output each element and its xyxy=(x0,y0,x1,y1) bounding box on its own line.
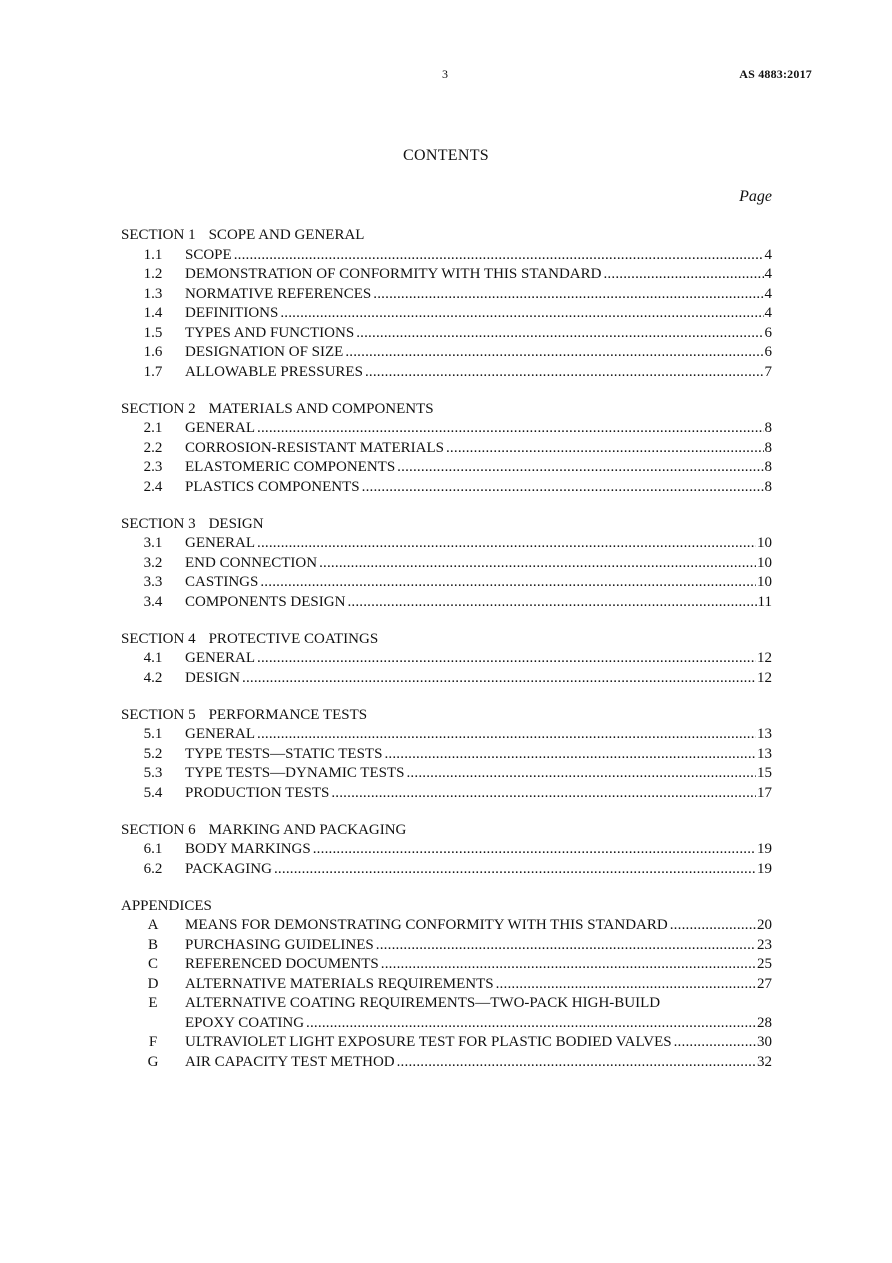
dot-leader xyxy=(306,1014,756,1034)
entry-number: 2.2 xyxy=(143,439,163,456)
entry-title: PURCHASING GUIDELINES xyxy=(185,936,374,953)
entry-page: 4 xyxy=(764,266,772,282)
table-of-contents xyxy=(121,226,772,1090)
dot-leader xyxy=(331,784,756,804)
entry-title: COMPONENTS DESIGN xyxy=(185,593,346,610)
section-title: SCOPE AND GENERAL xyxy=(208,227,365,243)
entry-number: 5.1 xyxy=(143,726,163,742)
toc-section xyxy=(121,821,772,880)
toc-section xyxy=(121,400,772,498)
entry-title: ALTERNATIVE COATING REQUIREMENTS—TWO-PACK HIGH-BUILD xyxy=(185,995,661,1011)
section-heading[interactable] xyxy=(121,706,772,726)
entry-title: DESIGNATION OF SIZE xyxy=(185,344,344,360)
entry-page: 19 xyxy=(757,841,772,857)
entry-page: 27 xyxy=(757,975,772,992)
toc-section xyxy=(121,706,772,804)
section-title: DESIGN xyxy=(208,515,264,532)
entry-page: 7 xyxy=(764,363,772,380)
toc-entry[interactable] xyxy=(121,534,772,554)
toc-entry[interactable] xyxy=(121,936,772,956)
entry-number: 5.4 xyxy=(143,784,163,801)
entry-number: G xyxy=(147,1053,159,1070)
entry-number: 6.1 xyxy=(143,841,163,857)
toc-entry[interactable] xyxy=(121,784,772,804)
entry-number: 1.3 xyxy=(143,285,163,302)
dot-leader xyxy=(406,764,756,784)
section-number: SECTION 2 xyxy=(121,400,196,417)
toc-entry[interactable] xyxy=(121,458,772,478)
toc-section xyxy=(121,226,772,382)
entry-number: 1.7 xyxy=(143,363,163,380)
section-title: APPENDICES xyxy=(121,897,212,914)
dot-leader xyxy=(674,1033,756,1053)
dot-leader xyxy=(319,554,756,574)
toc-entry[interactable] xyxy=(121,860,772,880)
toc-entry[interactable] xyxy=(121,554,772,574)
section-number: SECTION 6 xyxy=(121,821,196,838)
toc-entry[interactable] xyxy=(121,669,772,689)
entry-page: 4 xyxy=(764,246,772,263)
dot-leader xyxy=(274,860,756,880)
toc-entry[interactable] xyxy=(121,1033,772,1053)
entry-number: D xyxy=(147,975,159,992)
entry-number: B xyxy=(147,936,158,953)
toc-entry[interactable] xyxy=(121,439,772,459)
entry-title: TYPE TESTS—DYNAMIC TESTS xyxy=(185,765,405,781)
entry-number: 2.1 xyxy=(143,420,163,436)
entry-title: TYPE TESTS—STATIC TESTS xyxy=(185,745,383,762)
entry-title: PRODUCTION TESTS xyxy=(185,784,330,801)
entry-number: 1.2 xyxy=(143,266,163,282)
toc-entry[interactable] xyxy=(121,955,772,975)
entry-number: 4.2 xyxy=(143,669,163,686)
dot-leader xyxy=(397,458,763,478)
entry-number: 3.3 xyxy=(143,574,163,590)
entry-title: BODY MARKINGS xyxy=(185,841,311,857)
entry-number: 1.6 xyxy=(143,344,163,360)
entry-page: 6 xyxy=(764,344,772,360)
entry-page: 10 xyxy=(757,554,772,571)
section-number: SECTION 3 xyxy=(121,515,196,532)
section-number: SECTION 1 xyxy=(121,227,196,243)
entry-title: REFERENCED DOCUMENTS xyxy=(185,956,379,972)
section-title: MARKING AND PACKAGING xyxy=(208,821,407,838)
entry-page: 17 xyxy=(757,784,772,801)
entry-title: DEMONSTRATION OF CONFORMITY WITH THIS STANDARD xyxy=(185,266,602,282)
entry-title: TYPES AND FUNCTIONS xyxy=(185,324,355,341)
dot-leader xyxy=(257,725,756,745)
dot-leader xyxy=(260,573,756,593)
toc-entry[interactable] xyxy=(121,419,772,439)
toc-entry[interactable] xyxy=(121,363,772,383)
page-number: 3 xyxy=(442,67,448,81)
toc-entry[interactable] xyxy=(121,478,772,498)
entry-title: AIR CAPACITY TEST METHOD xyxy=(185,1053,395,1070)
dot-leader xyxy=(257,419,764,439)
entry-title: PACKAGING xyxy=(185,860,272,877)
entry-number: 5.2 xyxy=(143,745,163,762)
entry-title: ALTERNATIVE MATERIALS REQUIREMENTS xyxy=(185,975,494,992)
dot-leader xyxy=(496,975,756,995)
entry-page: 12 xyxy=(757,669,772,686)
toc-entry[interactable] xyxy=(121,573,772,593)
toc-section xyxy=(121,515,772,613)
entry-page: 11 xyxy=(757,593,772,610)
entry-title: NORMATIVE REFERENCES xyxy=(185,285,372,302)
entry-page: 10 xyxy=(757,535,772,551)
entry-title: DEFINITIONS xyxy=(185,305,279,321)
entry-page: 25 xyxy=(757,956,772,972)
dot-leader xyxy=(373,285,763,305)
entry-page: 13 xyxy=(757,745,772,762)
entry-number: 5.3 xyxy=(143,765,163,781)
toc-entry[interactable] xyxy=(121,764,772,784)
entry-title: GENERAL xyxy=(185,726,255,742)
entry-page: 12 xyxy=(757,650,772,666)
entry-title: CORROSION-RESISTANT MATERIALS xyxy=(185,439,444,456)
entry-number: 3.4 xyxy=(143,593,163,610)
entry-title: ULTRAVIOLET LIGHT EXPOSURE TEST FOR PLASTIC BODIED VALVES xyxy=(185,1034,672,1050)
section-heading[interactable] xyxy=(121,400,772,420)
section-heading[interactable] xyxy=(121,515,772,535)
entry-page: 8 xyxy=(764,478,772,495)
section-number: SECTION 5 xyxy=(121,706,196,723)
toc-section xyxy=(121,897,772,1073)
toc-section xyxy=(121,630,772,689)
entry-number: 1.5 xyxy=(143,324,163,341)
dot-leader xyxy=(242,669,756,689)
section-heading[interactable] xyxy=(121,226,772,246)
contents-title: CONTENTS xyxy=(403,147,489,164)
dot-leader xyxy=(356,324,763,344)
toc-entry[interactable] xyxy=(121,265,772,285)
entry-title: PLASTICS COMPONENTS xyxy=(185,478,360,495)
entry-page: 28 xyxy=(757,1014,772,1031)
entry-number: C xyxy=(147,956,158,972)
toc-entry[interactable] xyxy=(121,916,772,936)
entry-page: 19 xyxy=(757,860,772,877)
toc-entry[interactable] xyxy=(121,304,772,324)
toc-entry[interactable] xyxy=(121,593,772,613)
entry-page: 23 xyxy=(757,936,772,953)
entry-page: 32 xyxy=(757,1053,772,1070)
entry-number: E xyxy=(148,995,158,1011)
dot-leader xyxy=(234,246,764,266)
section-title: PROTECTIVE COATINGS xyxy=(208,630,379,647)
toc-entry[interactable] xyxy=(121,725,772,745)
entry-number: 1.4 xyxy=(143,305,163,321)
entry-page: 4 xyxy=(764,285,772,302)
section-heading[interactable] xyxy=(121,630,772,650)
section-number: SECTION 4 xyxy=(121,630,196,647)
entry-title: ELASTOMERIC COMPONENTS xyxy=(185,459,396,475)
entry-title: MEANS FOR DEMONSTRATING CONFORMITY WITH THIS STANDARD xyxy=(185,917,668,933)
entry-page: 6 xyxy=(764,324,772,341)
entry-page: 15 xyxy=(757,765,772,781)
dot-leader xyxy=(670,916,756,936)
dot-leader xyxy=(397,1053,756,1073)
entry-title: SCOPE xyxy=(185,246,232,263)
entry-number: 3.2 xyxy=(143,554,163,571)
toc-entry[interactable] xyxy=(121,285,772,305)
dot-leader xyxy=(446,439,764,459)
entry-number: 6.2 xyxy=(143,860,163,877)
dot-leader xyxy=(257,649,756,669)
dot-leader xyxy=(384,745,756,765)
entry-page: 30 xyxy=(757,1034,772,1050)
entry-number: F xyxy=(148,1034,158,1050)
entry-page: 8 xyxy=(764,420,772,436)
page-column-label: Page xyxy=(739,188,772,205)
entry-page: 10 xyxy=(757,574,772,590)
entry-number: 2.4 xyxy=(143,478,163,495)
entry-number: 4.1 xyxy=(143,650,163,666)
section-title: MATERIALS AND COMPONENTS xyxy=(208,400,434,417)
dot-leader xyxy=(365,363,764,383)
entry-title: END CONNECTION xyxy=(185,554,318,571)
dot-leader xyxy=(313,840,756,860)
section-title: PERFORMANCE TESTS xyxy=(208,706,368,723)
entry-page: 8 xyxy=(764,439,772,456)
dot-leader xyxy=(381,955,756,975)
toc-entry[interactable] xyxy=(121,840,772,860)
section-heading[interactable] xyxy=(121,897,772,917)
entry-title: ALLOWABLE PRESSURES xyxy=(185,363,363,380)
dot-leader xyxy=(362,478,764,498)
entry-title: EPOXY COATING xyxy=(185,1014,305,1031)
entry-number: A xyxy=(147,917,159,933)
toc-entry[interactable] xyxy=(121,343,772,363)
dot-leader xyxy=(603,265,763,285)
toc-entry[interactable] xyxy=(121,745,772,765)
dot-leader xyxy=(345,343,763,363)
section-heading[interactable] xyxy=(121,821,772,841)
entry-page: 8 xyxy=(764,459,772,475)
entry-page: 20 xyxy=(757,917,772,933)
toc-entry[interactable] xyxy=(121,649,772,669)
toc-entry[interactable] xyxy=(121,1053,772,1073)
toc-entry[interactable] xyxy=(121,994,772,1033)
dot-leader xyxy=(280,304,763,324)
entry-number: 1.1 xyxy=(143,246,163,263)
toc-entry[interactable] xyxy=(121,246,772,266)
entry-number: 2.3 xyxy=(143,459,163,475)
entry-title: CASTINGS xyxy=(185,574,259,590)
entry-page: 4 xyxy=(764,305,772,321)
dot-leader xyxy=(257,534,756,554)
toc-entry[interactable] xyxy=(121,324,772,344)
entry-number: 3.1 xyxy=(143,535,163,551)
entry-page: 13 xyxy=(757,726,772,742)
entry-title: GENERAL xyxy=(185,420,255,436)
entry-title: GENERAL xyxy=(185,535,255,551)
dot-leader xyxy=(376,936,756,956)
entry-title: DESIGN xyxy=(185,669,240,686)
dot-leader xyxy=(347,593,756,613)
standard-code: AS 4883:2017 xyxy=(739,67,812,81)
entry-title: GENERAL xyxy=(185,650,255,666)
toc-entry[interactable] xyxy=(121,975,772,995)
